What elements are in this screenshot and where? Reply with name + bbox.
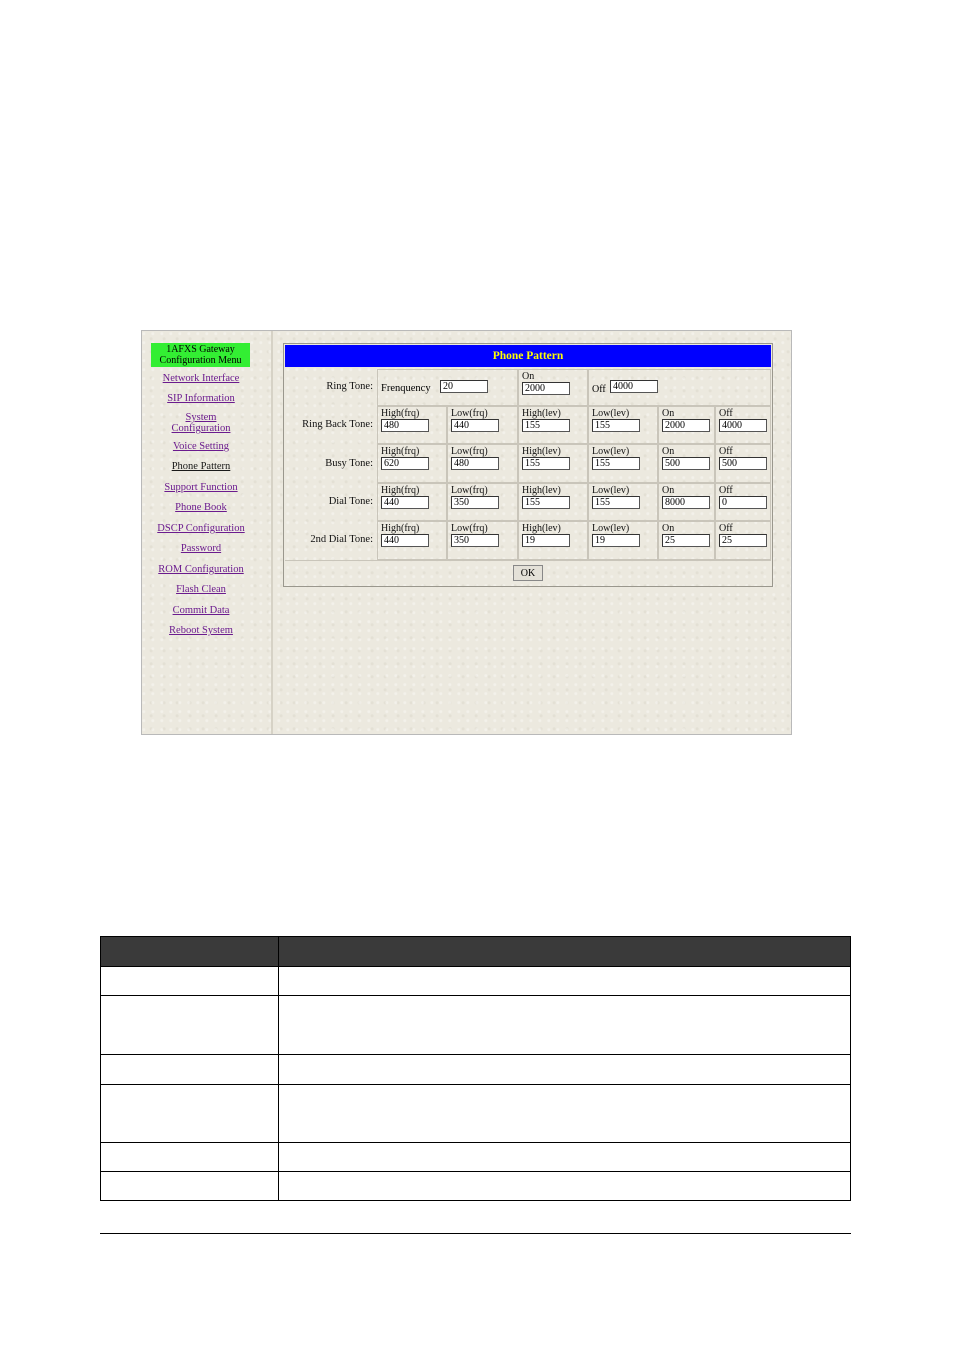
table-cell bbox=[279, 967, 851, 996]
dial2-high-frq-cell bbox=[377, 521, 447, 560]
footer-rule bbox=[100, 1233, 851, 1234]
busy-off-cell bbox=[715, 444, 771, 483]
ring-back-low-frq-cell bbox=[447, 406, 518, 444]
frequency-label: Frenquency bbox=[381, 383, 431, 394]
screenshot-frame bbox=[141, 330, 792, 735]
ring-tone-on-cell bbox=[518, 369, 588, 406]
dial-high-frq-input[interactable] bbox=[381, 496, 429, 509]
table-cell bbox=[101, 1172, 279, 1201]
dial2-on-cell bbox=[658, 521, 715, 560]
dial-on-input[interactable] bbox=[662, 496, 710, 509]
dial-high-lev-input[interactable] bbox=[522, 496, 570, 509]
ring-back-low-lev-cell bbox=[588, 406, 658, 444]
table-header-row bbox=[101, 937, 851, 967]
busy-low-lev-cell bbox=[588, 444, 658, 483]
col-label: Off bbox=[719, 446, 733, 457]
col-label: Low(frq) bbox=[451, 485, 488, 496]
ring-tone-off-cell bbox=[588, 369, 771, 406]
busy-on-cell bbox=[658, 444, 715, 483]
dial-low-lev-cell bbox=[588, 483, 658, 521]
col-label: High(lev) bbox=[522, 446, 561, 457]
ok-button[interactable]: OK bbox=[513, 565, 543, 581]
ok-row bbox=[285, 560, 771, 587]
dial-low-lev-input[interactable] bbox=[592, 496, 640, 509]
menu-item-reboot-system[interactable]: Reboot System bbox=[169, 625, 233, 636]
menu-item-support-function[interactable]: Support Function bbox=[164, 482, 238, 493]
ring-back-high-lev-input[interactable] bbox=[522, 419, 570, 432]
parameter-table bbox=[100, 936, 851, 1201]
ring-back-high-lev-cell bbox=[518, 406, 588, 444]
dial-tone-label: Dial Tone: bbox=[328, 496, 373, 507]
col-label: Low(frq) bbox=[451, 408, 488, 419]
menu-title-line1: 1AFXS Gateway bbox=[166, 344, 235, 355]
menu-item-network-interface[interactable]: Network Interface bbox=[162, 373, 240, 384]
menu-item-voice-setting[interactable]: Voice Setting bbox=[172, 441, 230, 452]
dial-off-input[interactable] bbox=[719, 496, 767, 509]
col-label: On bbox=[662, 408, 675, 419]
ring-back-on-input[interactable] bbox=[662, 419, 710, 432]
col-label: Off bbox=[719, 485, 733, 496]
col-label: On bbox=[662, 446, 675, 457]
dial-on-cell bbox=[658, 483, 715, 521]
ring-back-tone-label: Ring Back Tone: bbox=[302, 419, 373, 430]
dial-high-frq-cell bbox=[377, 483, 447, 521]
menu-item-password[interactable]: Password bbox=[180, 543, 222, 554]
table-cell bbox=[101, 967, 279, 996]
ring-back-off-input[interactable] bbox=[719, 419, 767, 432]
table-cell bbox=[101, 1085, 279, 1143]
dial2-high-lev-input[interactable] bbox=[522, 534, 570, 547]
table-cell bbox=[279, 1143, 851, 1172]
busy-low-lev-input[interactable] bbox=[592, 457, 640, 470]
dial2-low-frq-input[interactable] bbox=[451, 534, 499, 547]
dial-high-lev-cell bbox=[518, 483, 588, 521]
configuration-menu bbox=[142, 331, 273, 734]
dial2-high-frq-input[interactable] bbox=[381, 534, 429, 547]
busy-high-frq-input[interactable] bbox=[381, 457, 429, 470]
table-cell bbox=[279, 1085, 851, 1143]
table-header-cell bbox=[101, 937, 279, 967]
dial-off-cell bbox=[715, 483, 771, 521]
dial-low-frq-cell bbox=[447, 483, 518, 521]
ring-tone-frequency-cell bbox=[377, 369, 518, 406]
table-row bbox=[101, 1172, 851, 1201]
table-cell bbox=[101, 1143, 279, 1172]
busy-high-lev-input[interactable] bbox=[522, 457, 570, 470]
col-label: Off bbox=[719, 523, 733, 534]
ring-back-high-frq-input[interactable] bbox=[381, 419, 429, 432]
busy-high-lev-cell bbox=[518, 444, 588, 483]
busy-low-frq-input[interactable] bbox=[451, 457, 499, 470]
menu-item-phone-pattern[interactable]: Phone Pattern bbox=[171, 461, 231, 472]
col-label: Low(frq) bbox=[451, 523, 488, 534]
ring-tone-off-label: Off bbox=[592, 384, 606, 395]
dial2-off-input[interactable] bbox=[719, 534, 767, 547]
menu-item-commit-data[interactable]: Commit Data bbox=[172, 605, 230, 616]
col-label: Low(lev) bbox=[592, 446, 630, 457]
busy-on-input[interactable] bbox=[662, 457, 710, 470]
busy-tone-label: Busy Tone: bbox=[325, 458, 373, 469]
ring-tone-on-label: On bbox=[522, 371, 535, 382]
dial2-low-lev-input[interactable] bbox=[592, 534, 640, 547]
busy-off-input[interactable] bbox=[719, 457, 767, 470]
menu-item-flash-clean[interactable]: Flash Clean bbox=[176, 584, 226, 595]
dial2-low-frq-cell bbox=[447, 521, 518, 560]
second-dial-tone-label: 2nd Dial Tone: bbox=[310, 534, 373, 545]
ring-tone-off-input[interactable] bbox=[610, 380, 658, 393]
col-label: High(lev) bbox=[522, 485, 561, 496]
menu-item-sip-information[interactable]: SIP Information bbox=[167, 393, 235, 404]
ring-tone-on-input[interactable] bbox=[522, 382, 570, 395]
dial2-low-lev-cell bbox=[588, 521, 658, 560]
col-label: High(frq) bbox=[381, 408, 420, 419]
col-label: High(frq) bbox=[381, 523, 420, 534]
col-label: Low(lev) bbox=[592, 408, 630, 419]
ring-back-on-cell bbox=[658, 406, 715, 444]
phone-pattern-panel bbox=[283, 343, 773, 587]
menu-item-rom-configuration[interactable]: ROM Configuration bbox=[158, 564, 244, 575]
col-label: Low(lev) bbox=[592, 523, 630, 534]
dial-low-frq-input[interactable] bbox=[451, 496, 499, 509]
table-row bbox=[101, 1085, 851, 1143]
menu-item-phone-book[interactable]: Phone Book bbox=[175, 502, 227, 513]
col-label: Off bbox=[719, 408, 733, 419]
busy-low-frq-cell bbox=[447, 444, 518, 483]
table-header-cell bbox=[279, 937, 851, 967]
table-cell bbox=[279, 1172, 851, 1201]
panel-title: Phone Pattern bbox=[285, 345, 771, 367]
col-label: High(lev) bbox=[522, 523, 561, 534]
col-label: High(frq) bbox=[381, 446, 420, 457]
dial2-high-lev-cell bbox=[518, 521, 588, 560]
menu-item-configuration[interactable]: Configuration bbox=[171, 423, 231, 434]
ring-back-off-cell bbox=[715, 406, 771, 444]
col-label: On bbox=[662, 523, 675, 534]
col-label: High(lev) bbox=[522, 408, 561, 419]
table-cell bbox=[101, 1055, 279, 1085]
menu-item-dscp-configuration[interactable]: DSCP Configuration bbox=[157, 523, 245, 534]
busy-high-frq-cell bbox=[377, 444, 447, 483]
table-row bbox=[101, 996, 851, 1055]
table-row bbox=[101, 1143, 851, 1172]
ring-tone-label: Ring Tone: bbox=[326, 381, 373, 392]
table-cell bbox=[279, 1055, 851, 1085]
col-label: On bbox=[662, 485, 675, 496]
table-row bbox=[101, 967, 851, 996]
menu-item-system[interactable]: System bbox=[185, 412, 217, 423]
col-label: Low(lev) bbox=[592, 485, 630, 496]
menu-title bbox=[151, 343, 250, 367]
col-label: High(frq) bbox=[381, 485, 420, 496]
table-row bbox=[101, 1055, 851, 1085]
col-label: Low(frq) bbox=[451, 446, 488, 457]
menu-title-line2: Configuration Menu bbox=[159, 355, 242, 366]
ring-back-low-lev-input[interactable] bbox=[592, 419, 640, 432]
ring-tone-frequency-input[interactable] bbox=[440, 380, 488, 393]
table-cell bbox=[101, 996, 279, 1055]
ring-back-low-frq-input[interactable] bbox=[451, 419, 499, 432]
table-cell bbox=[279, 996, 851, 1055]
ring-back-high-frq-cell bbox=[377, 406, 447, 444]
dial2-on-input[interactable] bbox=[662, 534, 710, 547]
dial2-off-cell bbox=[715, 521, 771, 560]
